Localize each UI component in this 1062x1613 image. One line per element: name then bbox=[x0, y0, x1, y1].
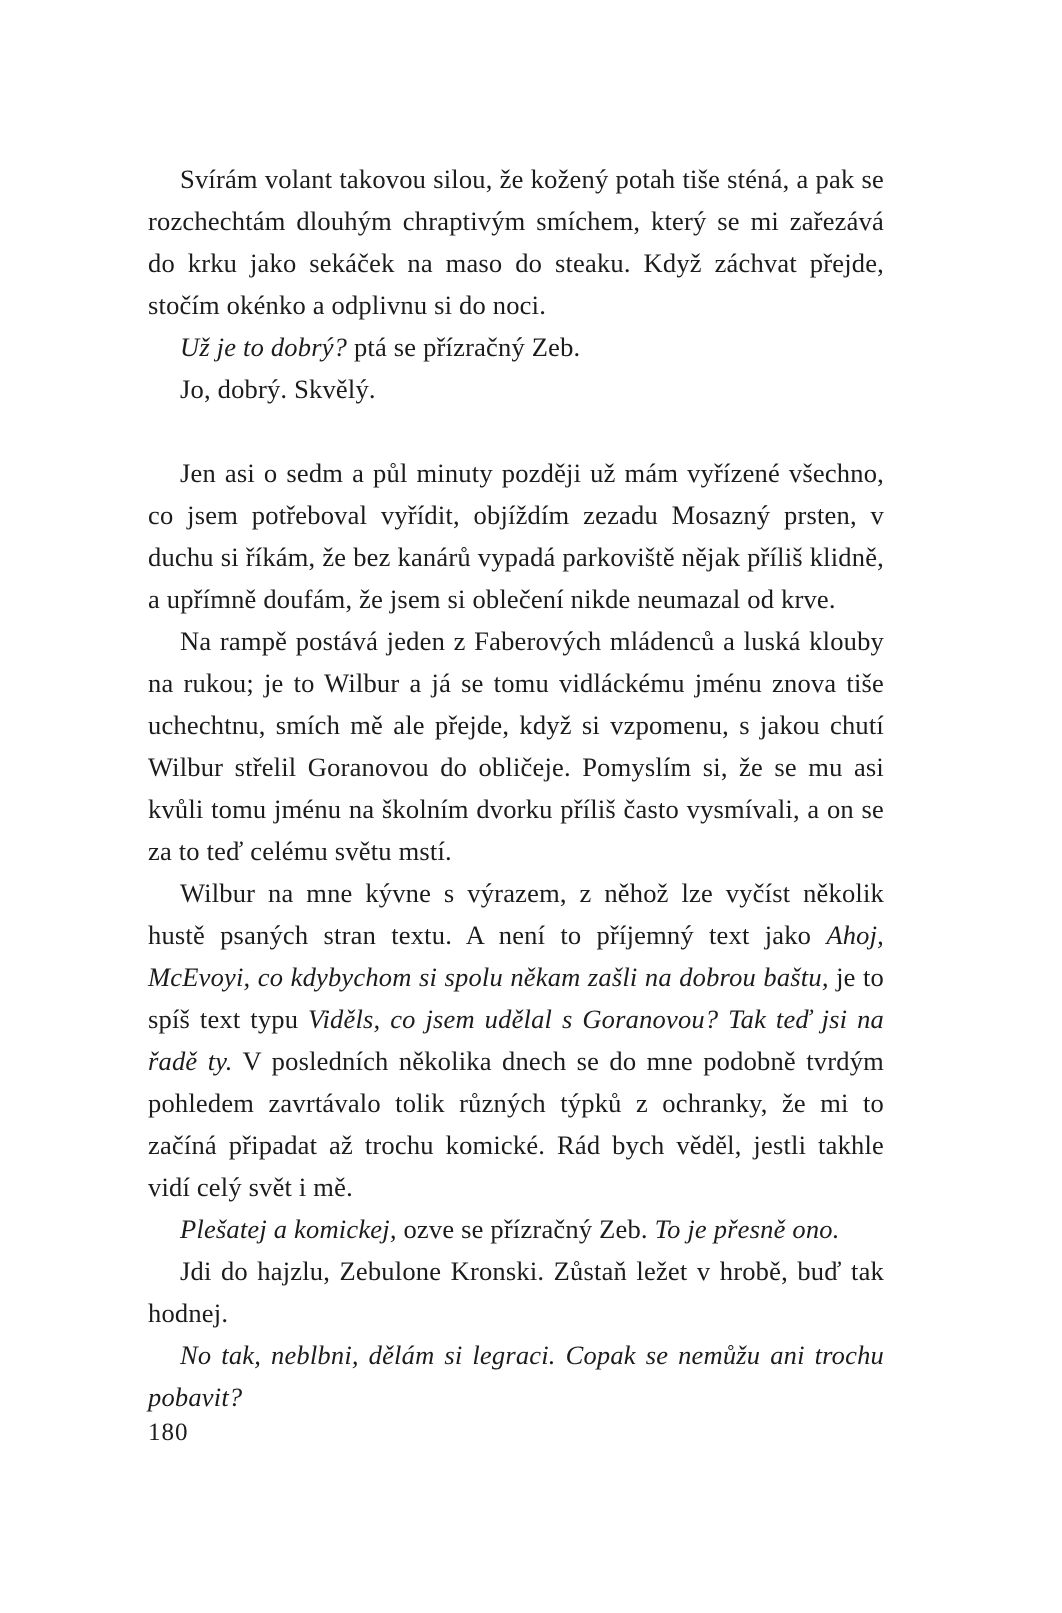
paragraph bbox=[148, 326, 884, 368]
text-run: je to spíš text typu bbox=[148, 962, 885, 1034]
italic-text-run: Ahoj, McEvoyi, co kdybychom si spolu někam zašli na dobrou baštu, bbox=[148, 920, 884, 992]
text-run: Svírám volant takovou silou, že kožený potah tiše sténá, a pak se rozchechtám dlouhým chraptivým smíchem, který se mi zařezává do krku jako sekáček na maso do steaku. Když záchvat přejde, stočím okénko a odplivnu si do noci. bbox=[148, 164, 884, 320]
italic-text-run: No tak, neblbni, dělám si legraci. Copak se nemůžu ani trochu pobavit? bbox=[148, 1340, 884, 1412]
text-run: V posledních několika dnech se do mne podobně tvrdým pohledem zavrtávalo tolik různých týpků z ochranky, že mi to začíná připadat až trochu komické. Rád bych věděl, jestli takhle vidí celý svět i mě. bbox=[148, 1046, 884, 1202]
text-run: Jo, dobrý. Skvělý. bbox=[180, 374, 376, 404]
paragraph bbox=[148, 1334, 884, 1418]
paragraph bbox=[148, 1208, 884, 1250]
text-block bbox=[148, 158, 884, 1418]
text-run: ozve se přízračný Zeb. bbox=[396, 1214, 655, 1244]
italic-text-run: Už je to dobrý? bbox=[180, 332, 348, 362]
text-run: Wilbur na mne kývne s výrazem, z něhož lze vyčíst několik hustě psaných stran textu. A není to příjemný text jako bbox=[148, 878, 884, 950]
page-number: 180 bbox=[148, 1419, 189, 1446]
paragraph bbox=[148, 158, 884, 326]
paragraph bbox=[148, 620, 884, 872]
paragraph bbox=[148, 452, 884, 620]
italic-text-run: Viděls, co jsem udělal s Goranovou? Tak teď jsi na řadě ty. bbox=[148, 1004, 884, 1076]
text-run: ptá se přízračný Zeb. bbox=[347, 332, 581, 362]
italic-text-run: To je přesně ono. bbox=[654, 1214, 840, 1244]
paragraph bbox=[148, 368, 884, 410]
italic-text-run: Plešatej a komickej, bbox=[180, 1214, 397, 1244]
text-run: Na rampě postává jeden z Faberových mládenců a luská klouby na rukou; je to Wilbur a já se tomu vidláckému jménu znova tiše uchechtnu, smích mě ale přejde, když si vzpomenu, s jakou chutí Wilbur střelil Goranovou do obličeje. Pomyslím si, že se mu asi kvůli tomu jménu na školním dvorku příliš často vysmívali, a on se za to teď celému světu mstí. bbox=[148, 626, 884, 866]
text-run: Jen asi o sedm a půl minuty později už mám vyřízené všechno, co jsem potřeboval vyřídit, objíždím zezadu Mosazný prsten, v duchu si říkám, že bez kanárů vypadá parkoviště nějak příliš klidně, a upřímně doufám, že jsem si oblečení nikde neumazal od krve. bbox=[148, 458, 884, 614]
paragraph bbox=[148, 872, 884, 1208]
paragraph bbox=[148, 1250, 884, 1334]
text-run: Jdi do hajzlu, Zebulone Kronski. Zůstaň ležet v hrobě, buď tak hodnej. bbox=[148, 1256, 884, 1328]
